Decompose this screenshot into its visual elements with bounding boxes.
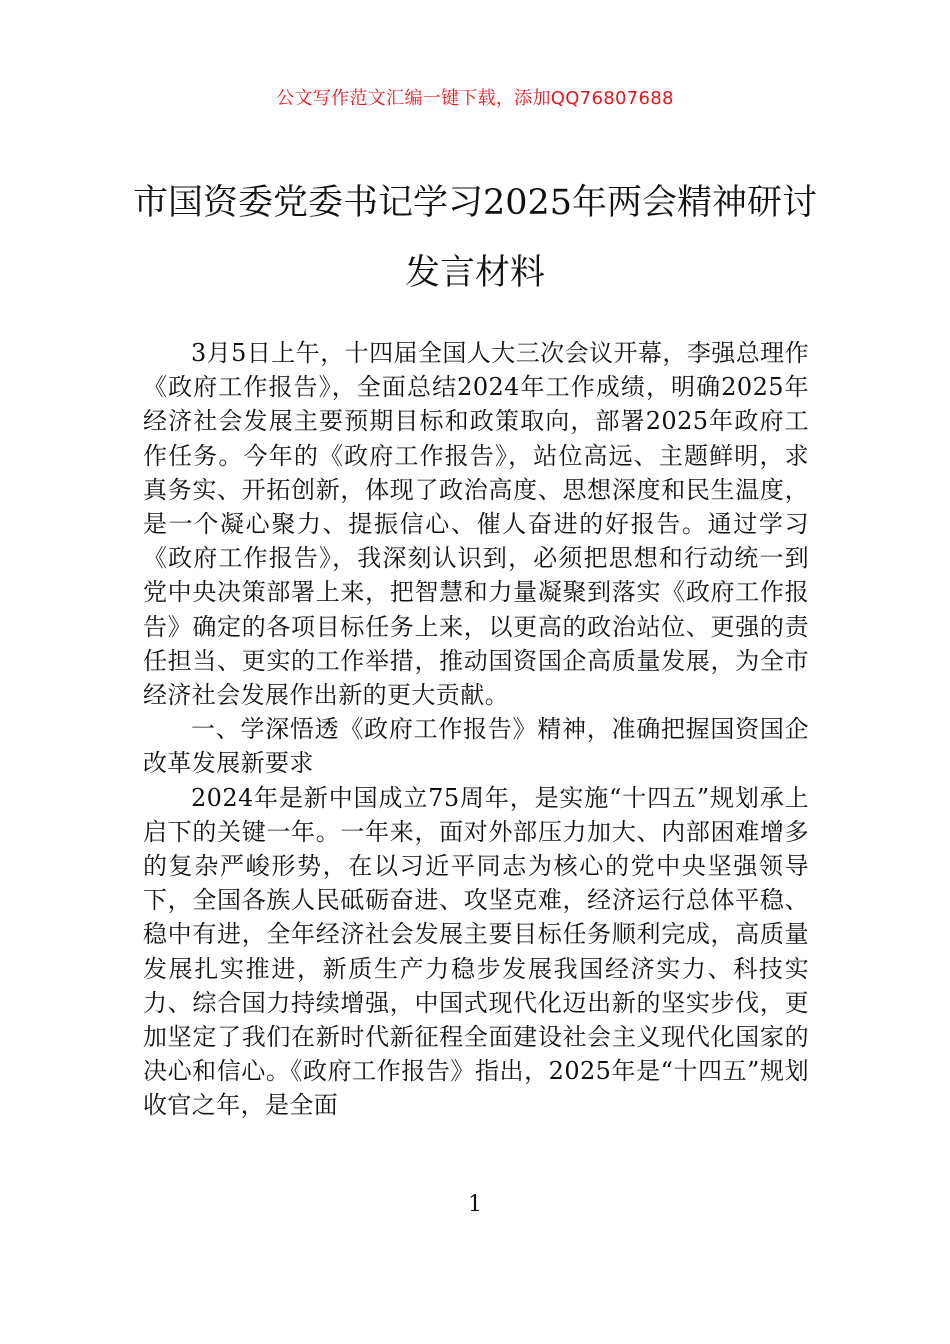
page-number: 1	[468, 1192, 482, 1217]
document-title: 市国资委党委书记学习2025年两会精神研讨发言材料	[132, 183, 818, 293]
section-paragraph: 2024年是新中国成立75周年，是实施“十四五”规划承上启下的关键一年。一年来，面对外部压力加大、内部困难增多的复杂严峻形势，在以习近平同志为核心的党中央坚强领导下，全国各族人民砥砺奋进、攻坚克难，经济运行总体平稳、稳中有进，全年经济社会发展主要目标任务顺利完成，高质量发展扎实推进，新质生产力稳步发展我国经济实力、科技实力、综合国力持续增强，中国式现代化迈出新的坚实步伐，更加坚定了我们在新时代新征程全面建设社会主义现代化国家的决心和信心。《政府工作报告》指出，2025年是“十四五”规划收官之年，是全面	[143, 783, 809, 1120]
intro-paragraph: 3月5日上午，十四届全国人大三次会议开幕，李强总理作《政府工作报告》，全面总结2024年工作成绩，明确2025年经济社会发展主要预期目标和政策取向，部署2025年政府工作任务。今年的《政府工作报告》，站位高远、主题鲜明，求真务实、开拓创新，体现了政治高度、思想深度和民生温度，是一个凝心聚力、提振信心、催人奋进的好报告。通过学习《政府工作报告》，我深刻认识到，必须把思想和行动统一到党中央决策部署上来，把智慧和力量凝聚到落实《政府工作报告》确定的各项目标任务上来，以更高的政治站位、更强的责任担当、更实的工作举措，推动国资国企高质量发展，为全市经济社会发展作出新的更大贡献。	[143, 339, 809, 710]
promo-banner: 公文写作范文汇编一键下载，添加QQ76807688	[276, 88, 674, 109]
section-heading: 一、学深悟透《政府工作报告》精神，准确把握国资国企改革发展新要求	[143, 715, 809, 778]
document-body	[143, 336, 809, 1123]
